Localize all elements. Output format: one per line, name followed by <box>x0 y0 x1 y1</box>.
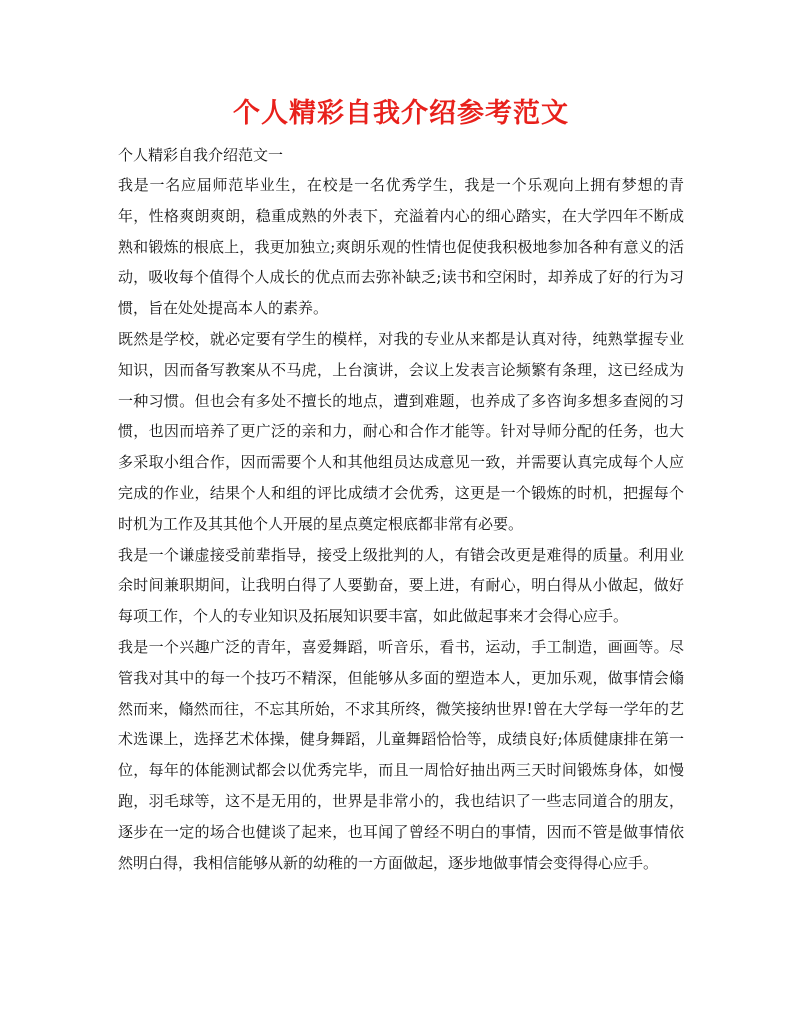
paragraph-2: 既然是学校，就必定要有学生的模样，对我的专业从来都是认真对待，纯熟掌握专业知识，因而备写教案从不马虎，上台演讲，会议上发表言论频繁有条理，这已经成为一种习惯。但也会有多处不擅长的地点，遭到难题，也养成了多咨询多想多查阅的习惯，也因而培养了更广泛的亲和力，耐心和合作才能等。针对导师分配的任务，也大多采取小组合作，因而需要个人和其他组员达成意见一致，并需要认真完成每个人应完成的作业，结果个人和组的评比成绩才会优秀，这更是一个锻炼的时机，把握每个时机为工作及其其他个人开展的星点奠定根底都非常有必要。 <box>118 329 684 533</box>
document-page <box>118 96 684 878</box>
document-title: 个人精彩自我介绍参考范文 <box>233 98 569 129</box>
paragraph-4: 我是一个兴趣广泛的青年，喜爱舞蹈，听音乐，看书，运动，手工制造，画画等。尽管我对其中的每一个技巧不精深，但能够从多面的塑造本人，更加乐观，做事情会翛然而来，翛然而往，不忘其所始，不求其所终，微笑接纳世界!曾在大学每一学年的艺术选课上，选择艺术体操，健身舞蹈，儿童舞蹈恰恰等，成绩良好;体质健康排在第一位，每年的体能测试都会以优秀完毕，而且一周恰好抽出两三天时间锻炼身体，如慢跑，羽毛球等，这不是无用的，世界是非常小的，我也结识了一些志同道合的朋友，逐步在一定的场合也健谈了起来，也耳闻了曾经不明白的事情，因而不管是做事情依然明白得，我相信能够从新的幼稚的一方面做起，逐步地做事情会变得得心应手。 <box>118 637 684 872</box>
paragraph-3: 我是一个谦虚接受前辈指导，接受上级批判的人，有错会改更是难得的质量。利用业余时间兼职期间，让我明白得了人要勤奋，要上进，有耐心，明白得从小做起，做好每项工作，个人的专业知识及拓展知识要丰富，如此做起事来才会得心应手。 <box>118 545 684 626</box>
document-subtitle: 个人精彩自我介绍范文一 <box>118 146 284 164</box>
paragraph-1: 我是一名应届师范毕业生，在校是一名优秀学生，我是一个乐观向上拥有梦想的青年，性格爽朗爽朗，稳重成熟的外表下，充溢着内心的细心踏实，在大学四年不断成熟和锻炼的根底上，我更加独立;爽朗乐观的性情也促使我积极地参加各种有意义的活动，吸收每个值得个人成长的优点而去弥补缺乏;读书和空闲时，却养成了好的行为习惯，旨在处处提高本人的素养。 <box>118 176 684 318</box>
